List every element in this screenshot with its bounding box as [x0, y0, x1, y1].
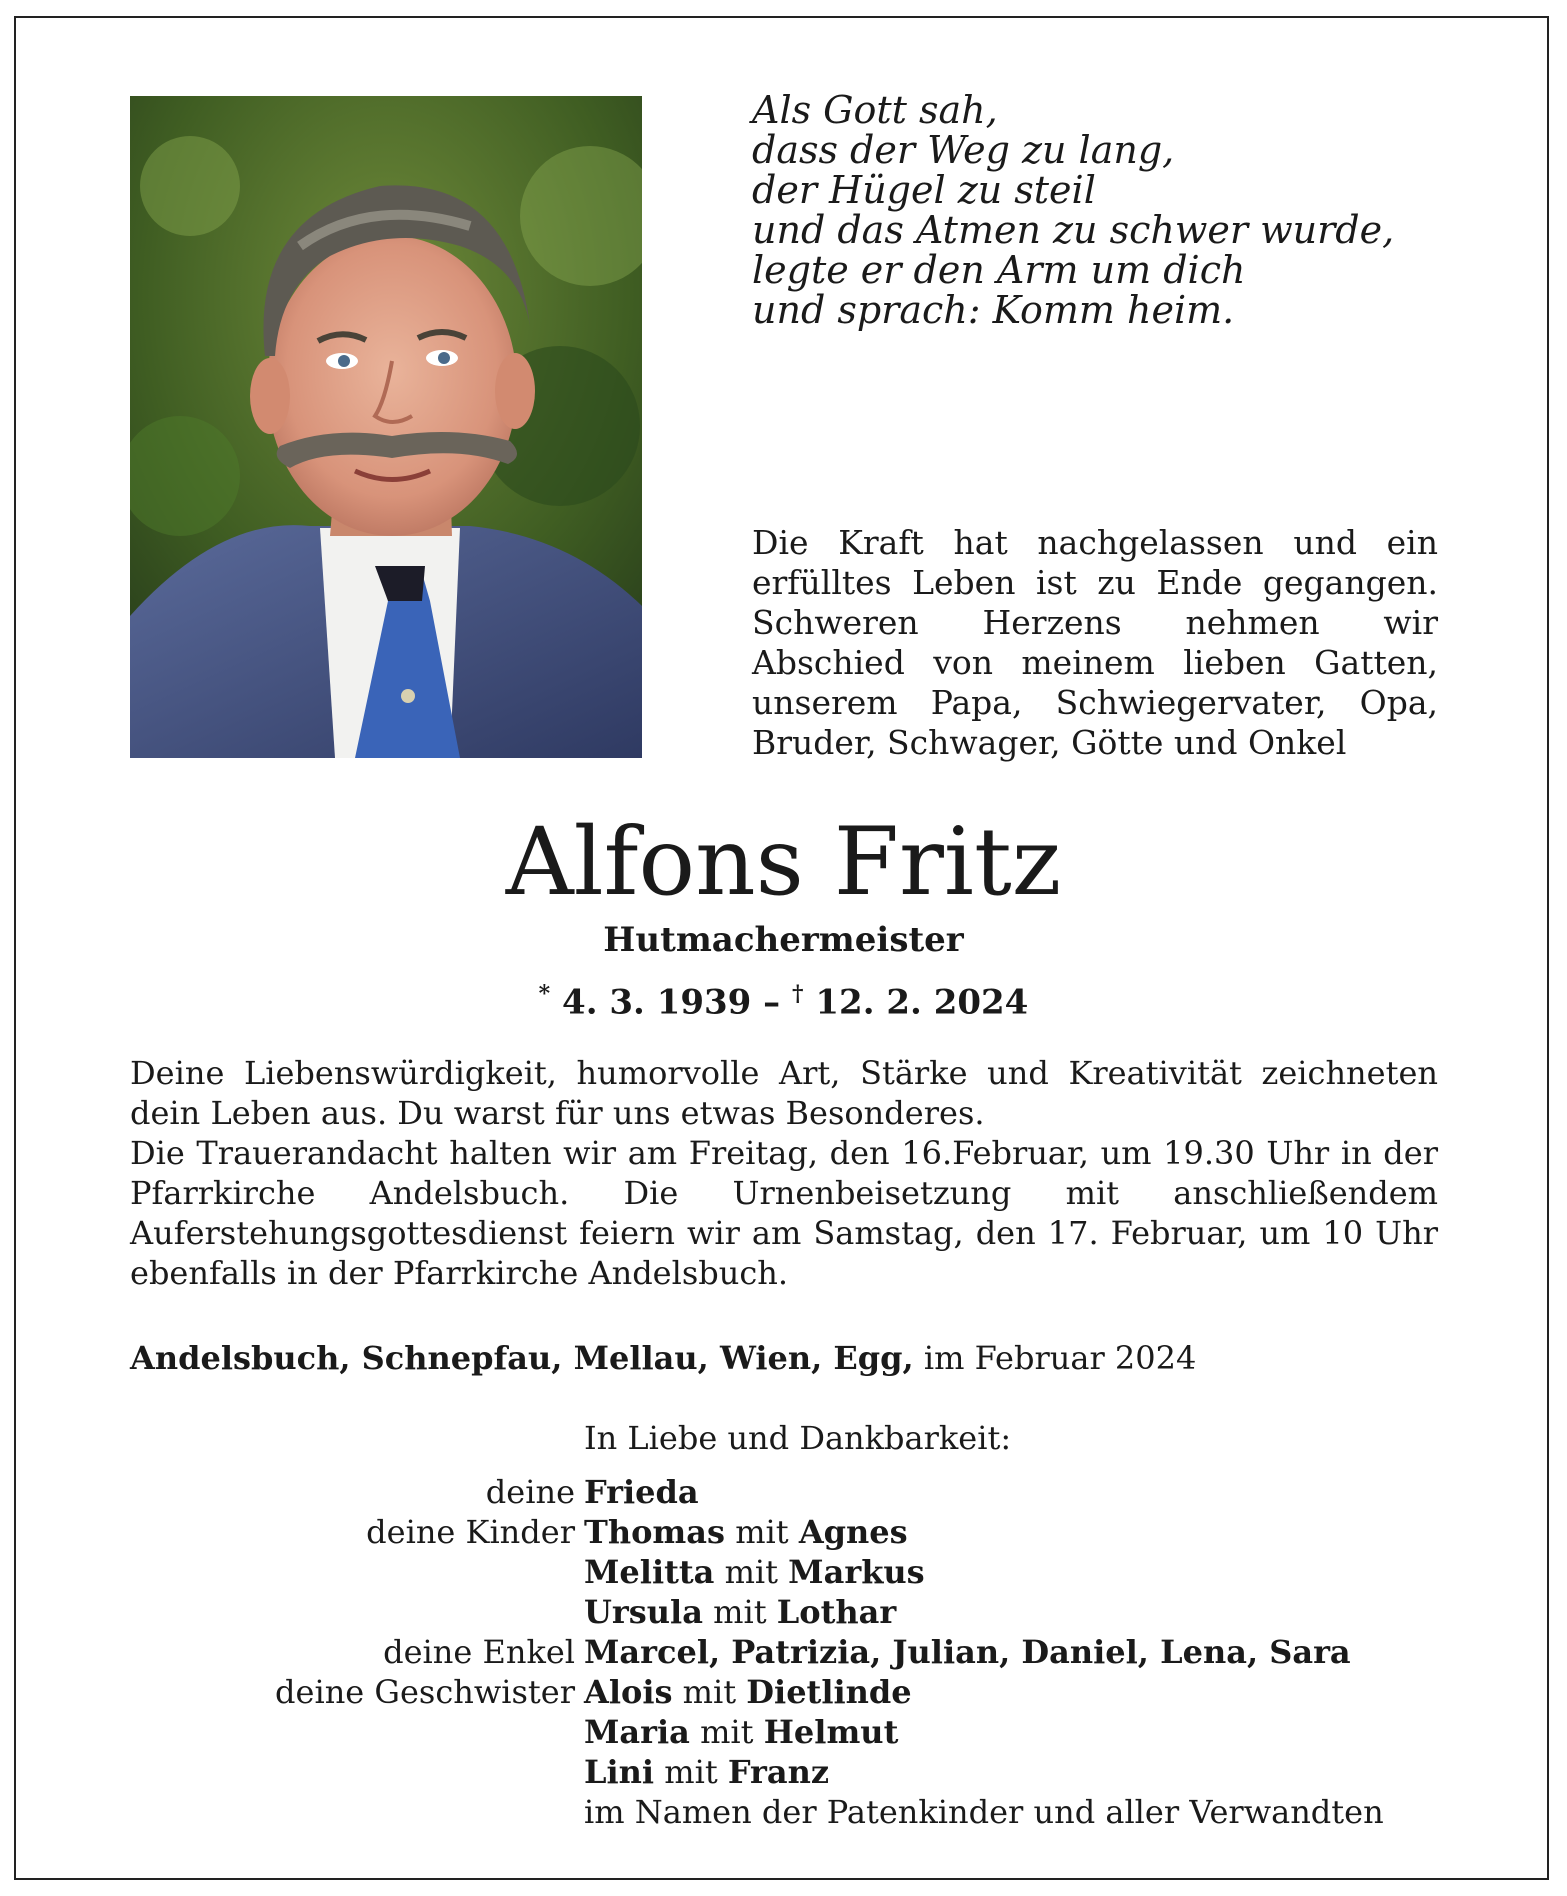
poem	[752, 90, 1472, 330]
place-date: im Februar 2024	[923, 1339, 1197, 1377]
family-name: Franz	[727, 1753, 830, 1791]
family-label: deine	[485, 1473, 575, 1511]
family-name: Thomas	[584, 1513, 726, 1551]
family-connector: mit	[735, 1513, 789, 1551]
family-names	[584, 1472, 699, 1512]
family-names	[584, 1592, 896, 1632]
family-names	[584, 1512, 908, 1552]
poem-line: und das Atmen zu schwer wurde,	[752, 208, 1395, 252]
family-list	[130, 1472, 1460, 1832]
family-label	[130, 1792, 584, 1832]
family-connector: mit	[700, 1713, 754, 1751]
family-names	[584, 1552, 925, 1592]
family-name: Frieda	[584, 1473, 699, 1511]
poem-line: der Hügel zu steil	[752, 168, 1096, 212]
family-row	[130, 1632, 1460, 1672]
poem-line: legte er den Arm um dich	[752, 248, 1246, 292]
family-names	[584, 1632, 1351, 1672]
family-row	[130, 1752, 1460, 1792]
deceased-name: Alfons Fritz	[505, 808, 1062, 917]
family-label	[130, 1592, 584, 1632]
family-row	[130, 1712, 1460, 1752]
death-date: 12. 2. 2024	[815, 982, 1029, 1023]
family-name: Dietlinde	[746, 1673, 912, 1711]
family-name: Lini	[584, 1753, 655, 1791]
life-dates	[0, 972, 1567, 1024]
death-symbol: †	[792, 981, 804, 1007]
poem-line: dass der Weg zu lang,	[752, 128, 1175, 172]
family-row	[130, 1512, 1460, 1552]
signoff: In Liebe und Dankbarkeit:	[584, 1419, 1012, 1457]
family-name: Helmut	[763, 1713, 899, 1751]
family-name: Agnes	[798, 1513, 908, 1551]
family-name: Alois	[584, 1673, 673, 1711]
profession: Hutmachermeister	[603, 920, 964, 960]
family-name: Lothar	[776, 1593, 897, 1631]
family-label	[130, 1552, 584, 1592]
family-label	[130, 1712, 584, 1752]
family-row	[130, 1672, 1460, 1712]
family-name: Maria	[584, 1713, 690, 1751]
birth-symbol: *	[538, 981, 551, 1007]
family-name: Markus	[788, 1553, 925, 1591]
date-dash: –	[763, 982, 781, 1023]
family-label: deine Kinder	[366, 1513, 575, 1551]
family-row	[130, 1592, 1460, 1632]
family-name: Melitta	[584, 1553, 715, 1591]
family-row	[130, 1792, 1460, 1832]
family-connector: mit	[713, 1593, 767, 1631]
family-label: deine Geschwister	[275, 1673, 575, 1711]
birth-date: 4. 3. 1939	[562, 982, 752, 1023]
family-names	[584, 1752, 829, 1792]
towns: Andelsbuch, Schnepfau, Mellau, Wien, Egg,	[130, 1339, 914, 1377]
tribute-paragraph: Deine Liebenswürdigkeit, humorvolle Art, Stärke und Kreativität zeichneten dein Leben aus. Du warst für uns etwas Besonderes.	[130, 1054, 1438, 1132]
family-names	[584, 1712, 898, 1752]
intro-paragraph: Die Kraft hat nachgelassen und ein erfülltes Leben ist zu Ende gegangen. Schweren Herzens nehmen wir Abschied von meinem lieben Gatten, unserem Papa, Schwiegervater, Opa, Bruder, Schwager, Götte und Onkel	[752, 523, 1438, 762]
service-paragraph: Die Trauerandacht halten wir am Freitag, den 16.Februar, um 19.30 Uhr in der Pfarrkirche Andelsbuch. Die Urnenbeisetzung mit anschließendem Auferstehungsgottesdienst feiern wir am Samstag, den 17. Februar, um 10 Uhr ebenfalls in der Pfarrkirche Andelsbuch.	[130, 1134, 1438, 1292]
family-name: Marcel, Patrizia, Julian, Daniel, Lena, Sara	[584, 1633, 1351, 1671]
poem-line: Als Gott sah,	[752, 88, 998, 132]
poem-line: und sprach: Komm heim.	[752, 288, 1235, 332]
place-date-line	[130, 1338, 1438, 1378]
family-connector: mit	[724, 1553, 778, 1591]
family-row	[130, 1552, 1460, 1592]
family-row	[130, 1472, 1460, 1512]
family-name: Ursula	[584, 1593, 703, 1631]
body-text	[130, 1053, 1438, 1293]
family-label: deine Enkel	[383, 1633, 575, 1671]
family-names	[584, 1672, 912, 1712]
family-closing: im Namen der Patenkinder und aller Verwandten	[584, 1793, 1384, 1831]
family-connector: mit	[682, 1673, 737, 1711]
family-connector: mit	[664, 1753, 718, 1791]
family-label	[130, 1752, 584, 1792]
portrait-photo	[130, 96, 642, 758]
